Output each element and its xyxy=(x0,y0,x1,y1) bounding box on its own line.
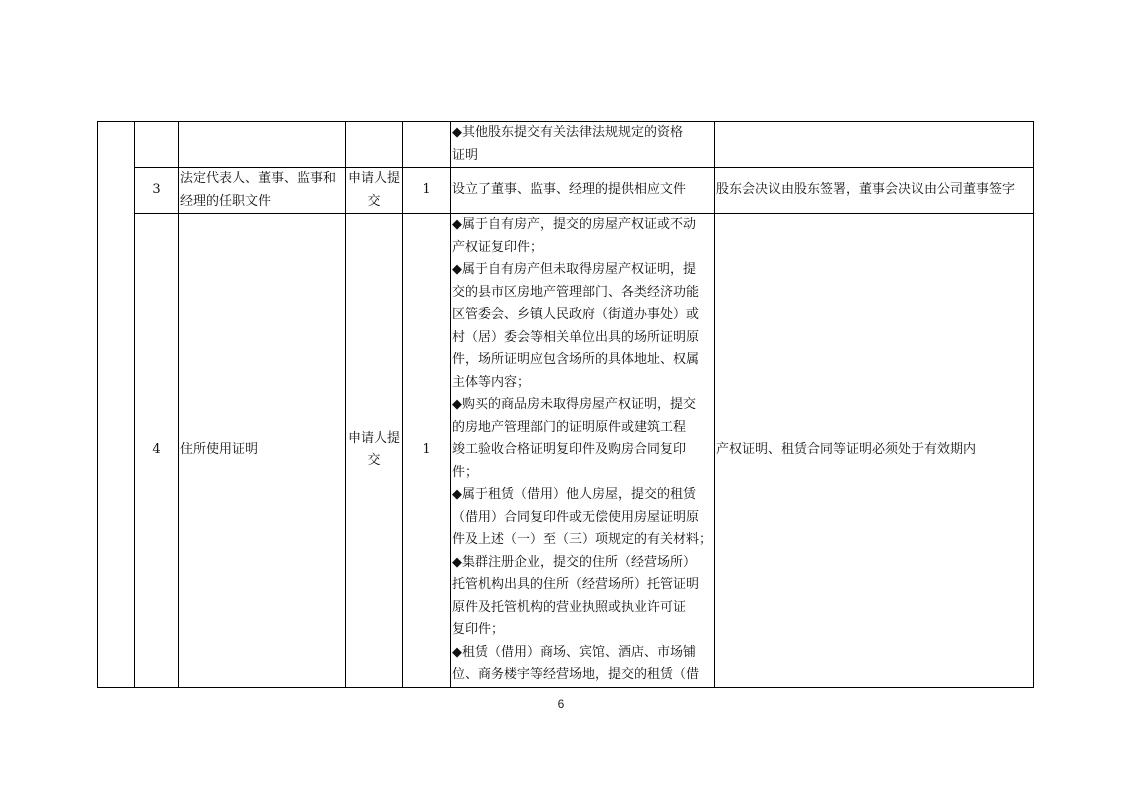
requirement-line: 复印件； xyxy=(452,622,505,637)
source-cell: 申请人提交 xyxy=(346,168,403,214)
material-name-cell xyxy=(179,122,346,168)
requirement-paragraph xyxy=(452,642,713,687)
note-cell xyxy=(715,122,1034,168)
requirement-line: 的房地产管理部门的证明原件或建筑工程 xyxy=(452,419,687,435)
requirement-line: 区管委会、乡镇人民政府（街道办事处）或 xyxy=(452,307,700,322)
requirement-paragraph xyxy=(452,259,713,394)
quantity-cell xyxy=(403,122,451,168)
requirement-line: 设立了董事、监事、经理的提供相应文件 xyxy=(452,182,687,198)
requirement-line: ◆租赁（借用）商场、宾馆、酒店、市场铺 xyxy=(452,644,696,660)
row-number-cell xyxy=(135,122,179,168)
requirement-paragraph xyxy=(452,484,713,552)
quantity-cell: 1 xyxy=(403,168,451,214)
merged-margin-cell xyxy=(98,122,135,688)
table-row xyxy=(98,122,1034,168)
requirement-line: 产权证复印件； xyxy=(452,239,544,255)
requirement-line: ◆其他股东提交有关法律法规规定的资格 xyxy=(452,125,683,140)
page-number: 6 xyxy=(557,697,565,711)
requirements-cell xyxy=(451,122,715,168)
requirement-line: 件，场所证明应包含场所的具体地址、权属 xyxy=(452,352,700,367)
requirement-line: ◆属于自有房产但未取得房屋产权证明，提 xyxy=(452,262,696,277)
requirement-line: 竣工验收合格证明复印件及购房合同复印 xyxy=(452,442,687,457)
row-number-cell: 4 xyxy=(135,214,179,688)
requirement-line: ◆属于租赁（借用）他人房屋，提交的租赁 xyxy=(452,487,696,502)
requirement-line: 原件及托管机构的营业执照或执业许可证 xyxy=(452,599,687,615)
requirements-cell xyxy=(451,214,715,688)
quantity-cell: 1 xyxy=(403,214,451,688)
material-name-cell: 法定代表人、董事、监事和经理的任职文件 xyxy=(179,168,346,214)
requirement-paragraph xyxy=(452,552,713,642)
note-cell: 产权证明、租赁合同等证明必须处于有效期内 xyxy=(715,214,1034,688)
requirement-line: 件及上述（一）至（三）项规定的有关材料； xyxy=(452,532,713,547)
material-name-cell: 住所使用证明 xyxy=(179,214,346,688)
requirement-paragraph xyxy=(452,214,713,259)
requirement-line: 村（居）委会等相关单位出具的场所证明原 xyxy=(452,329,700,345)
requirement-line: ◆购买的商品房未取得房屋产权证明，提交 xyxy=(452,397,696,412)
requirement-line: 主体等内容； xyxy=(452,374,531,390)
row-number-cell: 3 xyxy=(135,168,179,214)
note-cell: 股东会决议由股东签署，董事会决议由公司董事签字 xyxy=(715,168,1034,214)
source-cell xyxy=(346,122,403,168)
requirements-cell xyxy=(451,168,715,214)
requirement-paragraph xyxy=(452,394,713,484)
requirement-line: 托管机构出具的住所（经营场所）托管证明 xyxy=(452,577,700,592)
table-row xyxy=(98,168,1034,214)
requirement-line: 交的县市区房地产管理部门、各类经济功能 xyxy=(452,284,700,300)
requirement-line: 位、商务楼宇等经营场地，提交的租赁（借 xyxy=(452,667,700,682)
requirement-line: ◆集群注册企业，提交的住所（经营场所） xyxy=(452,554,696,570)
table-row xyxy=(98,214,1034,688)
source-cell: 申请人提交 xyxy=(346,214,403,688)
requirement-line: 件； xyxy=(452,464,479,480)
materials-table xyxy=(97,121,1034,688)
requirement-line: （借用）合同复印件或无偿使用房屋证明原 xyxy=(452,509,700,525)
requirement-line: 证明 xyxy=(452,147,479,163)
requirement-line: ◆属于自有房产，提交的房屋产权证或不动 xyxy=(452,217,696,232)
